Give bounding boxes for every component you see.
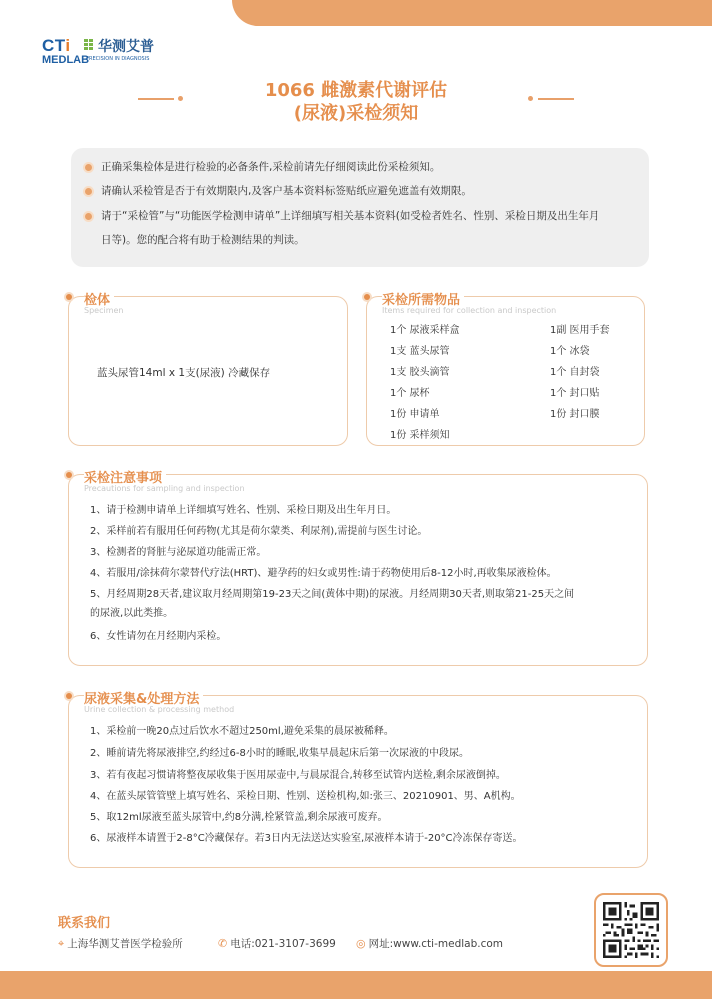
precaution-line: 2、采样前若有服用任何药物(尤其是荷尔蒙类、利尿剂),需提前与医生讨论。 [90, 526, 428, 537]
notice-text: 请确认采检管是否于有效期限内,及客户基本资料标签贴纸应避免遮盖有效期限。 [101, 185, 472, 197]
page-title-line1: 1066 雌激素代谢评估 [264, 80, 448, 101]
urine-line: 3、若有夜起习惯请将整夜尿收集于医用尿壶中,与晨尿混合,转移至试管内送检,剩余尿液倒掉。 [90, 770, 506, 781]
section-dot-icon [66, 693, 72, 699]
item-left: 1份 申请单 [390, 409, 440, 420]
specimen-content: 蓝头尿管14ml x 1支(尿液) 冷藏保存 [97, 367, 271, 379]
logo-tagline: PRECISION IN DIAGNOSIS [86, 56, 150, 62]
item-right: 1份 封口膜 [550, 409, 600, 420]
precaution-line: 1、请于检测申请单上详细填写姓名、性别、采检日期及出生年月日。 [90, 505, 397, 516]
contact-address [58, 936, 183, 951]
notice-text: 正确采集检体是进行检验的必备条件,采检前请先仔细阅读此份采检须知。 [101, 161, 441, 173]
precaution-line: 4、若服用/涂抹荷尔蒙替代疗法(HRT)、避孕药的妇女或男性:请于药物使用后8-12小时,再收集尿液检体。 [90, 568, 557, 579]
contact-website-text[interactable]: 网址:www.cti-medlab.com [368, 938, 504, 950]
item-right: 1个 封口贴 [550, 388, 600, 399]
specimen-subtitle: Specimen [84, 306, 124, 315]
page-title-line2: (尿液)采检须知 [293, 103, 419, 124]
logo-medlab: MEDLAB [42, 54, 90, 66]
specimen-title: 检体 [84, 289, 114, 308]
bullet-dot-icon [85, 164, 92, 171]
brand-logo [42, 36, 162, 66]
location-pin-icon: ⌖ [58, 937, 65, 950]
notice-text: 请于“采检管”与“功能医学检测申请单”上详细填写相关基本资料(如受检者姓名、性别、采检日期及出生年月 [101, 210, 600, 222]
notice-item [101, 180, 641, 203]
urine-line: 4、在蓝头尿管管壁上填写姓名、采检日期、性别、送检机构,如:张三、20210901、男、A机构。 [90, 791, 521, 802]
precaution-line: 6、女性请勿在月经期内采检。 [90, 631, 227, 642]
item-left: 1支 蓝头尿管 [390, 346, 450, 357]
contact-phone [218, 936, 336, 951]
logo-grid-icon [84, 39, 94, 51]
item-left: 1个 尿杯 [390, 388, 430, 399]
bullet-dot-icon [85, 188, 92, 195]
section-dot-icon [66, 294, 72, 300]
notice-text: 日等)。您的配合将有助于检测结果的判读。 [101, 234, 305, 246]
urine-title: 尿液采集&处理方法 [84, 688, 203, 707]
bullet-dot-icon [85, 213, 92, 220]
urine-line: 2、睡前请先将尿液排空,约经过6-8小时的睡眠,收集早晨起床后第一次尿液的中段尿。 [90, 748, 470, 759]
item-right: 1个 自封袋 [550, 367, 600, 378]
contact-title: 联系我们 [58, 916, 111, 931]
precautions-title: 采检注意事项 [84, 467, 166, 486]
item-left: 1份 采样须知 [390, 430, 450, 441]
notice-item [101, 156, 641, 179]
qr-code-icon [603, 902, 659, 958]
phone-icon: ✆ [218, 937, 228, 950]
section-dot-icon [364, 294, 370, 300]
notice-item [101, 205, 641, 228]
notice-item-continued [101, 229, 641, 252]
item-right: 1副 医用手套 [550, 325, 610, 336]
bottom-accent-bar [0, 971, 712, 999]
logo-name-cn: 华测艾普 [98, 39, 154, 55]
logo-cti-i: i [65, 36, 71, 55]
qr-code-frame [594, 893, 668, 967]
item-right: 1个 冰袋 [550, 346, 590, 357]
items-subtitle: Items required for collection and inspection [382, 306, 557, 315]
top-accent-bar [232, 0, 712, 26]
precautions-subtitle: Precautions for sampling and inspection [84, 484, 245, 493]
urine-line: 1、采检前一晚20点过后饮水不超过250ml,避免采集的晨尿被稀释。 [90, 726, 394, 737]
contact-website[interactable] [356, 936, 503, 951]
globe-icon: ◎ [356, 937, 366, 950]
contact-phone-text: 电话:021-3107-3699 [230, 938, 336, 950]
precaution-line: 3、检测者的肾脏与泌尿道功能需正常。 [90, 547, 267, 558]
precaution-line: 5、月经周期28天者,建议取月经周期第19-23天之间(黄体中期)的尿液。月经周期30天者,则取第21-25天之间 [90, 589, 575, 600]
logo-cti [42, 36, 71, 56]
urine-subtitle: Urine collection & processing method [84, 705, 235, 714]
item-left: 1支 胶头滴管 [390, 367, 450, 378]
items-title: 采检所需物品 [382, 289, 464, 308]
contact-address-text: 上海华测艾普医学检验所 [67, 938, 183, 950]
item-left: 1个 尿液采样盒 [390, 325, 460, 336]
precaution-line: 的尿液,以此类推。 [90, 608, 174, 619]
urine-line: 6、尿液样本请置于2-8°C冷藏保存。若3日内无法送达实验室,尿液样本请于-20°C冷冻保存寄送。 [90, 833, 523, 844]
notice-panel [71, 148, 649, 267]
logo-cti-text: CT [42, 36, 66, 55]
urine-line: 5、取12ml尿液至蓝头尿管中,约8分满,栓紧管盖,剩余尿液可废弃。 [90, 812, 388, 823]
section-dot-icon [66, 472, 72, 478]
